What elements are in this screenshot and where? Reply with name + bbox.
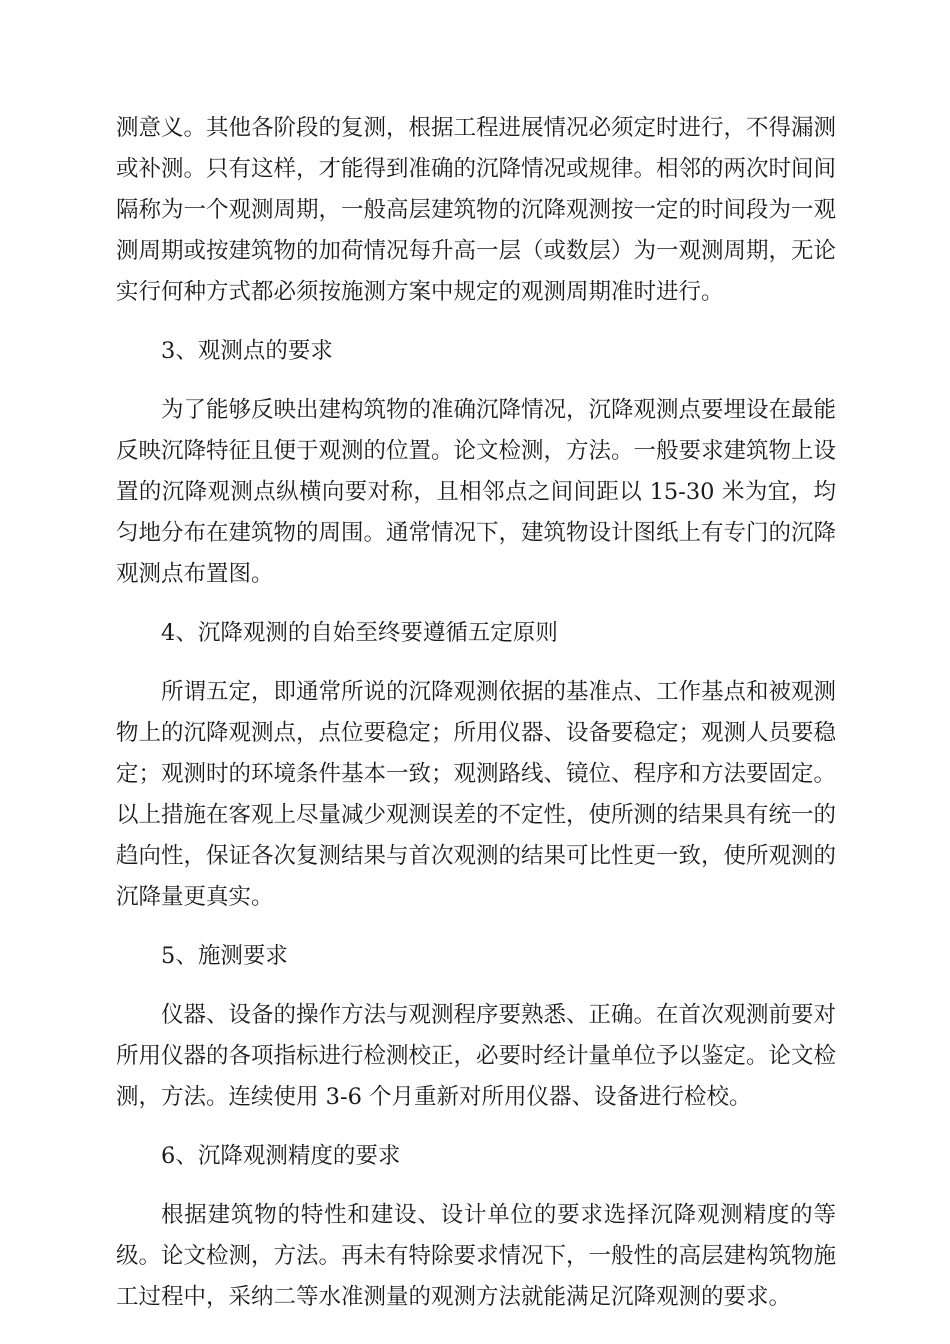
paragraph-survey-requirements: 仪器、设备的操作方法与观测程序要熟悉、正确。在首次观测前要对所用仪器的各项指标进行检测校正，必要时经计量单位予以鉴定。论文检测，方法。连续使用 3-6 个月重新对所用仪器、设备进行检校。	[116, 1002, 837, 1110]
paragraph-precision-requirements: 根据建筑物的特性和建设、设计单位的要求选择沉降观测精度的等级。论文检测，方法。再未有特除要求情况下，一般性的高层建构筑物施工过程中，采纳二等水准测量的观测方法就能满足沉降观测的要求。	[116, 1202, 837, 1310]
section-heading-4: 4、沉降观测的自始至终要遵循五定原则	[161, 620, 558, 646]
paragraph-observation-points: 为了能够反映出建构筑物的准确沉降情况，沉降观测点要埋设在最能反映沉降特征且便于观测的位置。论文检测，方法。一般要求建筑物上设置的沉降观测点纵横向要对称，且相邻点之间间距以 15-30 米为宜，均匀地分布在建筑物的周围。通常情况下，建筑物设计图纸上有专门的沉降观测点布置图。	[116, 397, 837, 587]
paragraph-continued: 测意义。其他各阶段的复测，根据工程进展情况必须定时进行，不得漏测或补测。只有这样，才能得到准确的沉降情况或规律。相邻的两次时间间隔称为一个观测周期，一般高层建筑物的沉降观测按一定的时间段为一观测周期或按建筑物的加荷情况每升高一层（或数层）为一观测周期，无论实行何种方式都必须按施测方案中规定的观测周期准时进行。	[116, 115, 837, 305]
section-heading-3: 3、观测点的要求	[161, 338, 333, 364]
section-heading-5: 5、施测要求	[161, 943, 288, 969]
paragraph-five-principles: 所谓五定，即通常所说的沉降观测依据的基准点、工作基点和被观测物上的沉降观测点，点位要稳定；所用仪器、设备要稳定；观测人员要稳定；观测时的环境条件基本一致；观测路线、镜位、程序和方法要固定。以上措施在客观上尽量减少观测误差的不定性，使所测的结果具有统一的趋向性，保证各次复测结果与首次观测的结果可比性更一致，使所观测的沉降量更真实。	[116, 679, 837, 910]
section-heading-6: 6、沉降观测精度的要求	[161, 1143, 401, 1169]
document-body	[116, 108, 836, 1336]
